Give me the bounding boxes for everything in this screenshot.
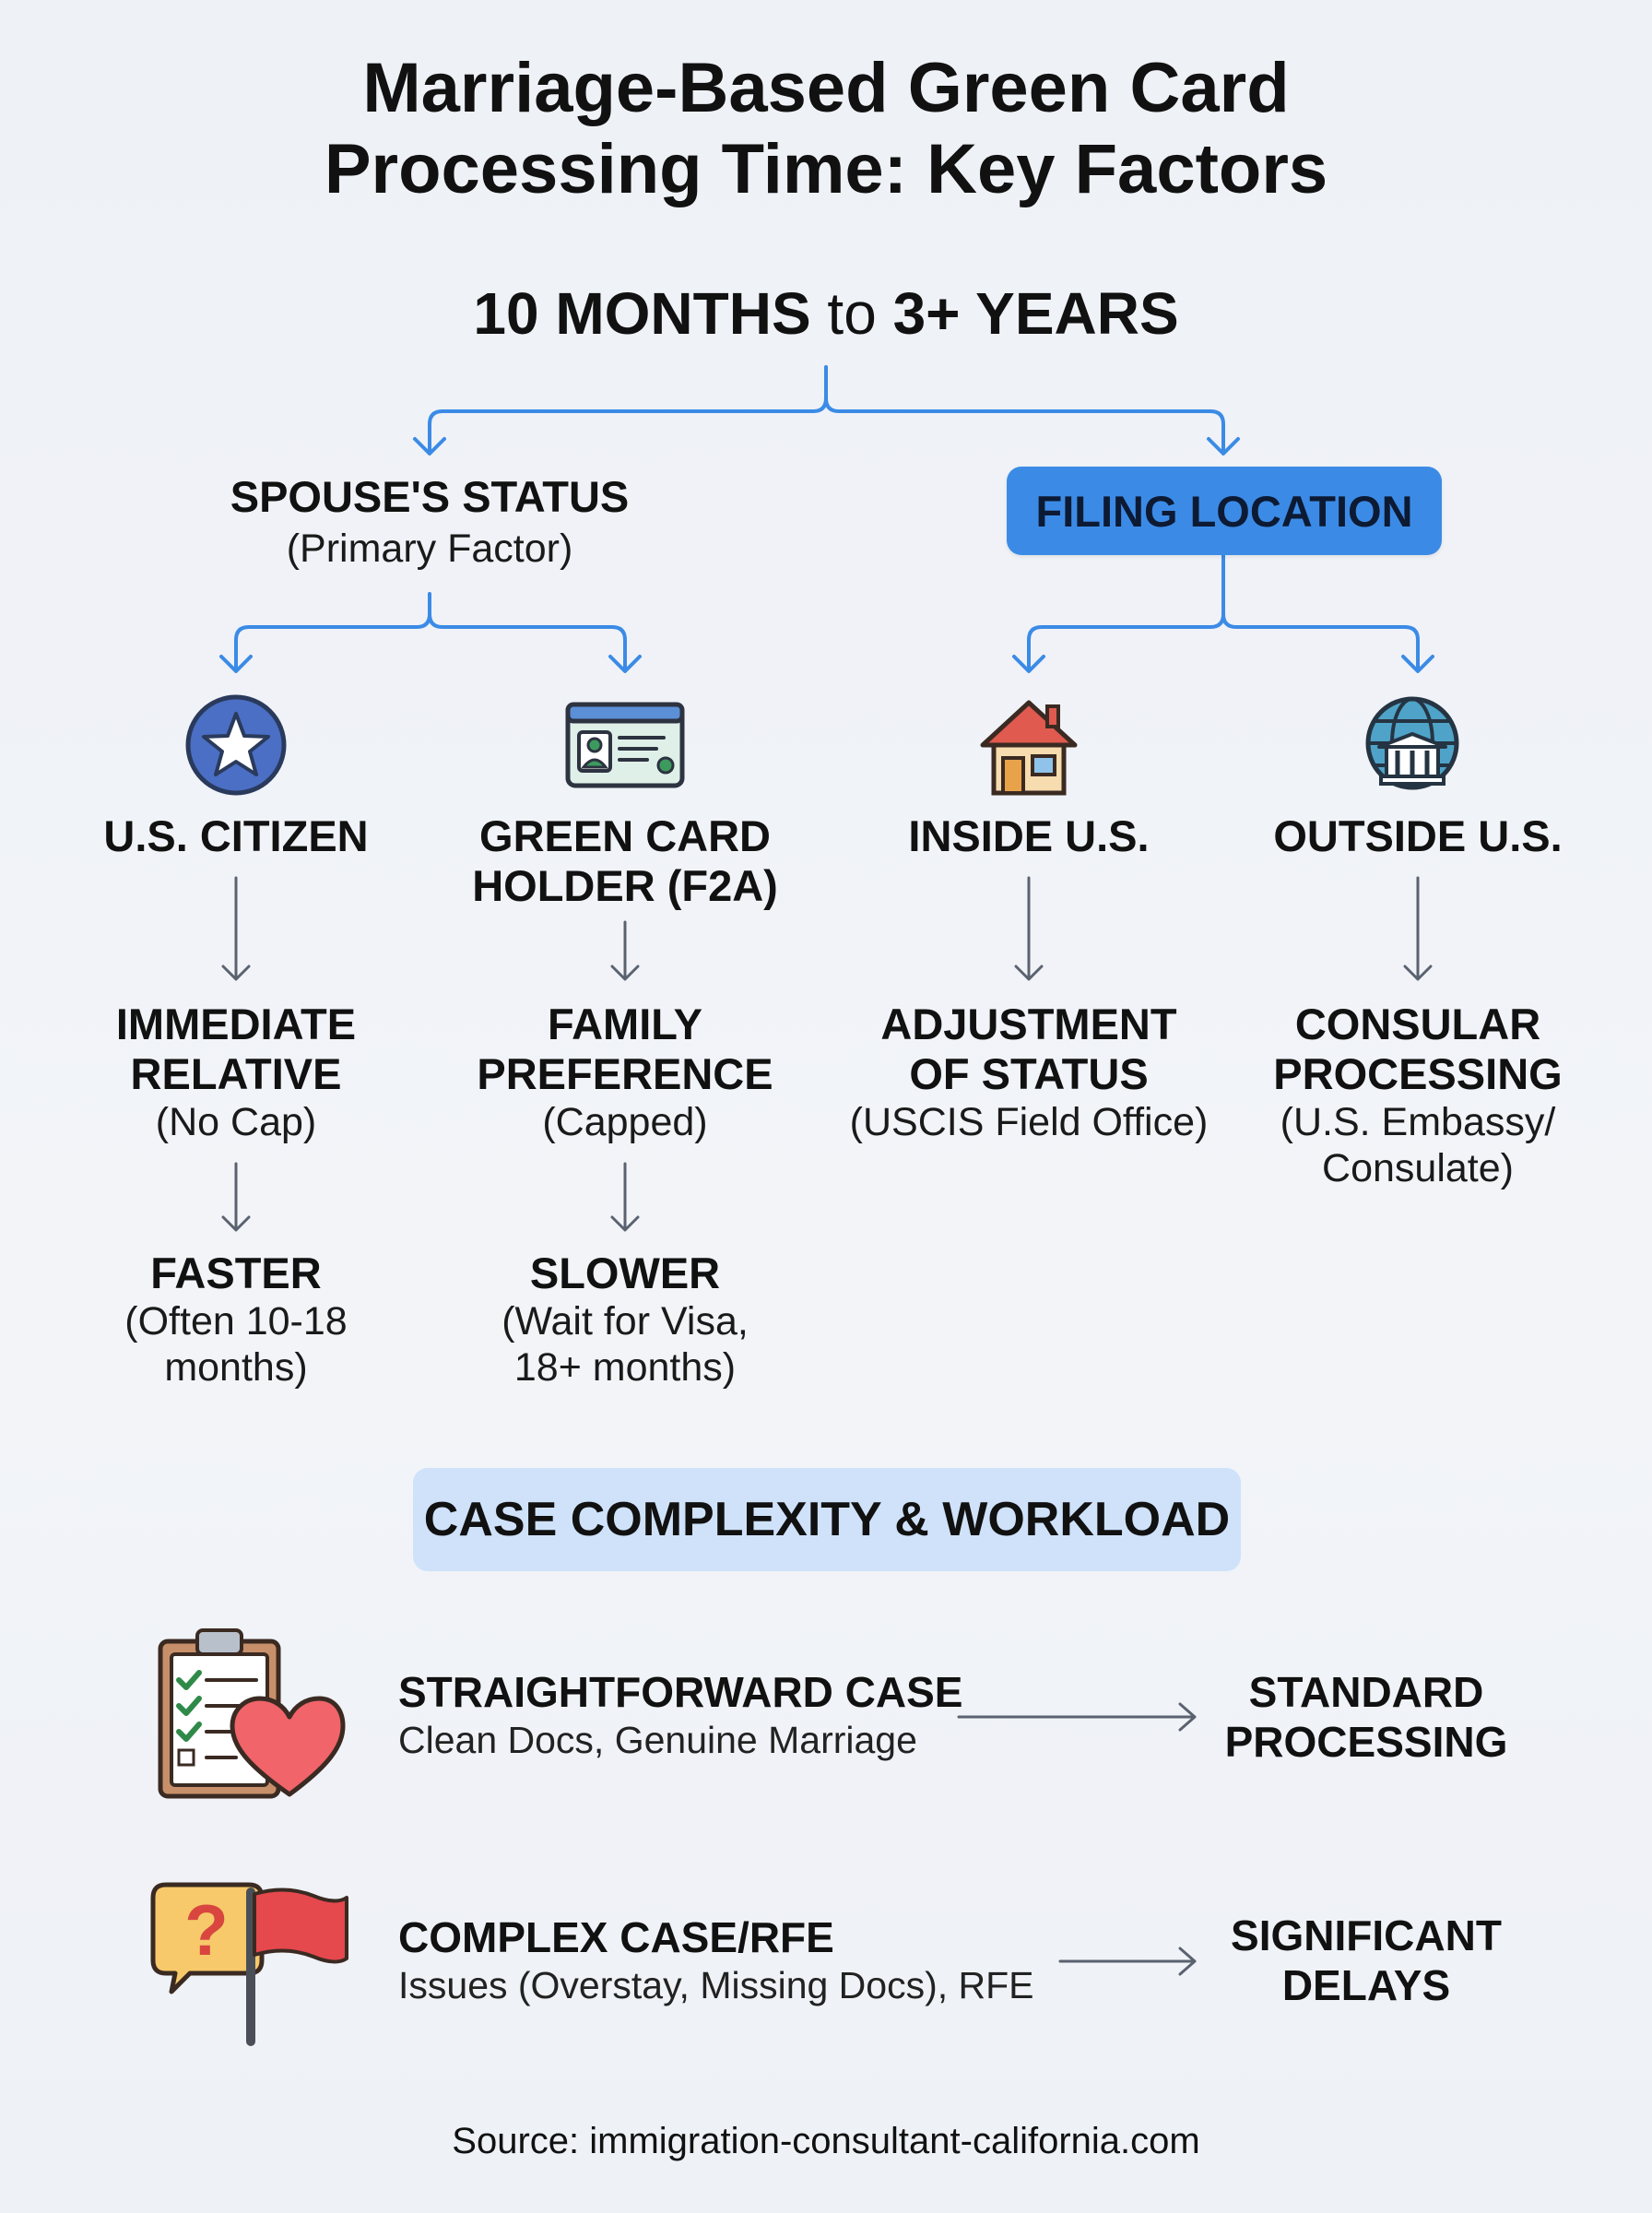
complex-head: COMPLEX CASE/RFE xyxy=(398,1913,834,1961)
arrow-citizen-to-immediate xyxy=(223,878,249,979)
arrow-immediate-to-faster xyxy=(223,1164,249,1230)
arrow-greencard-to-family xyxy=(612,922,638,979)
house-icon xyxy=(975,693,1082,797)
connector-to-inside xyxy=(1029,555,1223,669)
connector-to-spouse-status xyxy=(430,367,826,452)
range-to: to xyxy=(827,280,877,347)
straightforward-head: STRAIGHTFORWARD CASE xyxy=(398,1668,963,1716)
standard-line-2: PROCESSING xyxy=(1224,1718,1508,1766)
star-badge-icon xyxy=(184,693,288,797)
consular-sub-2: Consulate) xyxy=(1322,1146,1514,1190)
connector-to-green-card xyxy=(430,614,625,669)
arrow-inside-to-adjustment xyxy=(1016,878,1042,979)
connector-to-outside xyxy=(1223,614,1418,669)
range-max: 3+ YEARS xyxy=(892,280,1179,347)
green-card-label-line-2: HOLDER (F2A) xyxy=(472,861,778,910)
globe-embassy-icon xyxy=(1364,693,1471,797)
faster-label: FASTER xyxy=(150,1249,322,1297)
immediate-relative-node xyxy=(33,1000,439,1145)
citizen-node xyxy=(33,811,439,861)
clipboard-heart-icon xyxy=(153,1623,347,1807)
inside-node xyxy=(826,811,1232,861)
immediate-line-1: IMMEDIATE xyxy=(115,1000,357,1048)
adjustment-line-2: OF STATUS xyxy=(909,1049,1149,1098)
green-card-node xyxy=(422,811,828,911)
adjustment-node xyxy=(826,1000,1232,1145)
slower-sub-1: (Wait for Visa, xyxy=(502,1299,749,1343)
delays-line-1: SIGNIFICANT xyxy=(1231,1911,1502,1959)
complex-case-row xyxy=(398,1912,1062,2008)
standard-line-1: STANDARD xyxy=(1248,1668,1484,1716)
title-line-1: Marriage-Based Green Card xyxy=(362,49,1290,127)
adjustment-line-1: ADJUSTMENT xyxy=(880,1000,1177,1048)
complex-sub: Issues (Overstay, Missing Docs), RFE xyxy=(398,1964,1034,2006)
svg-text:?: ? xyxy=(184,1889,229,1970)
immediate-line-2: RELATIVE xyxy=(130,1049,342,1098)
slower-node xyxy=(422,1249,828,1391)
filing-location-node xyxy=(1007,467,1442,555)
slower-sub-2: 18+ months) xyxy=(513,1345,737,1390)
slower-label: SLOWER xyxy=(529,1249,721,1297)
complexity-section-header xyxy=(413,1468,1241,1571)
straightforward-case-row xyxy=(398,1667,970,1763)
faster-sub-2: months) xyxy=(164,1345,308,1390)
standard-processing-outcome xyxy=(1200,1667,1532,1767)
spouse-status-sub: (Primary Factor) xyxy=(286,527,573,571)
complexity-label: CASE COMPLEXITY & WORKLOAD xyxy=(423,1493,1231,1546)
range-min: 10 MONTHS xyxy=(473,280,811,347)
immediate-sub: (No Cap) xyxy=(155,1100,317,1144)
connector-to-filing-location xyxy=(826,398,1223,452)
filing-location-label: FILING LOCATION xyxy=(1035,486,1413,536)
faster-sub-1: (Often 10-18 xyxy=(124,1299,348,1343)
spouse-status-label: SPOUSE'S STATUS xyxy=(230,472,630,521)
consular-sub-1: (U.S. Embassy/ xyxy=(1280,1100,1556,1144)
faster-node xyxy=(33,1249,439,1391)
significant-delays-outcome xyxy=(1200,1911,1532,2010)
family-line-2: PREFERENCE xyxy=(477,1049,773,1098)
straightforward-sub: Clean Docs, Genuine Marriage xyxy=(398,1719,917,1761)
family-line-1: FAMILY xyxy=(547,1000,702,1048)
adjustment-sub: (USCIS Field Office) xyxy=(849,1100,1209,1144)
outside-label: OUTSIDE U.S. xyxy=(1273,811,1563,860)
family-preference-node xyxy=(422,1000,828,1145)
question-flag-icon xyxy=(148,1874,350,2049)
arrow-complex-to-delays xyxy=(1060,1948,1195,1974)
arrow-straightforward-to-standard xyxy=(959,1704,1195,1730)
family-sub: (Capped) xyxy=(542,1100,708,1144)
green-card-label-line-1: GREEN CARD xyxy=(479,811,771,860)
title-line-2: Processing Time: Key Factors xyxy=(324,130,1328,208)
inside-label: INSIDE U.S. xyxy=(908,811,1150,860)
consular-line-1: CONSULAR xyxy=(1294,1000,1541,1048)
connector-to-citizen xyxy=(236,594,430,669)
source-credit: Source: immigration-consultant-california.com xyxy=(452,2121,1200,2161)
consular-line-2: PROCESSING xyxy=(1273,1049,1563,1098)
delays-line-2: DELAYS xyxy=(1281,1961,1451,2009)
citizen-label: U.S. CITIZEN xyxy=(103,811,369,860)
arrow-family-to-slower xyxy=(612,1164,638,1230)
arrow-outside-to-consular xyxy=(1405,878,1431,979)
consular-node xyxy=(1215,1000,1621,1191)
id-card-icon xyxy=(564,701,686,789)
outside-node xyxy=(1215,811,1621,861)
spouse-status-node xyxy=(199,472,660,572)
